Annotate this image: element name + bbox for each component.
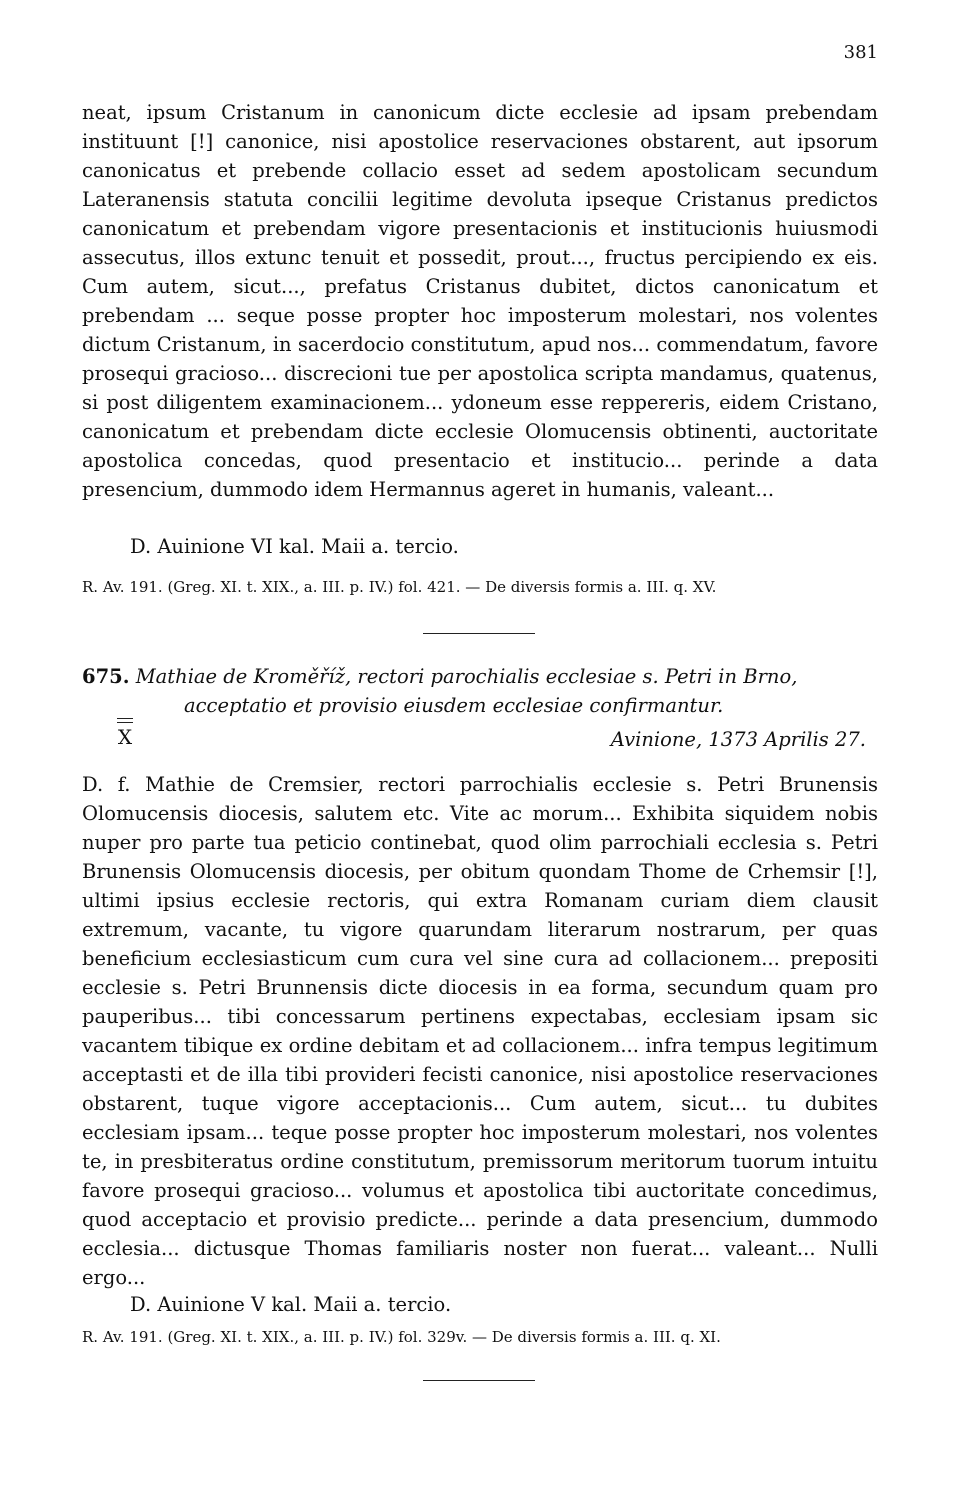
document-674-body: neat, ipsum Cristanum in canonicum dicte ecclesie ad ipsam prebendam instituunt [!] canonice, nisi apostolice reservaciones obstarent, aut ipsorum canonicatus et prebende collacio esset ad sedem apostolicam secundum Lateranensis statuta concilii legitime devoluta ipseque Cristanus predictos canonicatum et prebendam vigore presentacionis et institucionis huiusmodi assecutus, illos extunc tenuit et possedit, prout..., fructus percipiendo ex eis. Cum autem, sicut..., prefatus Cristanus dubitet, dictos canonicatum et prebendam ... seque posse propter hoc imposterum molestari, nos volentes dictum Cristanum, in sacerdocio constitutum, apud nos... commendatum, favore prosequi gracioso... discrecioni tue per apostolica scripta mandamus, quatenus, si post diligentem examinacionem... ydoneum esse reppereris, eidem Cristano, canonicatum et prebendam dicte ecclesie Olomucensis obtinenti, auctoritate apostolica concedas, quod presentacio et institucio... perinde a data presencium, dummodo idem Hermannus ageret in humanis, valeant... (82, 101, 878, 501)
document-675-dateline: D. Auinione V kal. Maii a. tercio. (130, 1293, 452, 1316)
register-mark-letter: X (117, 725, 133, 749)
document-number: 675. (82, 665, 130, 688)
document-title-line1: Mathiae de Kroměříž, rectori parochialis ecclesiae s. Petri in Brno, (135, 665, 798, 688)
section-divider (423, 633, 535, 634)
register-mark (117, 718, 133, 747)
page-number: 381 (843, 42, 878, 63)
document-674-source-note: R. Av. 191. (Greg. XI. t. XIX., a. III. p. IV.) fol. 421. — De diversis formis a. III. q. XV. (82, 578, 717, 596)
document-674-dateline: D. Auinione VI kal. Maii a. tercio. (130, 535, 459, 558)
register-bars-icon (117, 718, 133, 723)
document-675-heading (82, 662, 878, 720)
place-date: Avinione, 1373 Aprilis 27. (610, 728, 866, 751)
document-675-body: D. f. Mathie de Cremsier, rectori parrochialis ecclesie s. Petri Brunensis Olomucensis diocesis, salutem etc. Vite ac morum... Exhibita siquidem nobis nuper pro parte tua peticio continebat, quod olim parrochiali ecclesia s. Petri Brunensis Olomucensis diocesis, per obitum quondam Thome de Crhemsir [!], ultimi ipsius ecclesie rectoris, qui extra Romanam curiam diem clausit extremum, vacante, tu vigore quarundam literarum nostrarum, per quas beneficium ecclesiasticum cum cura vel sine cura ad collacionem... prepositi ecclesie s. Petri Brunnensis dicte diocesis in ea forma, secundum quam pro pauperibus... tibi concessarum pertinens expectabas, ecclesiam ipsam sic vacantem tibique ex ordine debitam et ad collacionem... infra tempus legitimum acceptasti et de illa tibi provideri fecisti canonice, nisi apostolice reservaciones obstarent, tuque vigore acceptacionis... Cum autem, sicut... tu dubites ecclesiam ipsam... teque posse propter hoc imposterum molestari, nos volentes te, in presbiteratus ordine constitutum, premissorum meritorum tuorum intuitu favore prosequi gracioso... volumus et apostolica tibi auctoritate concedimus, quod acceptacio et provisio predicte... perinde a data presencium, dummodo ecclesia... dictusque Thomas familiaris noster non fuerat... valeant... Nulli ergo... (82, 773, 878, 1289)
document-675-source-note: R. Av. 191. (Greg. XI. t. XIX., a. III. p. IV.) fol. 329v. — De diversis formis a. III. q. XI. (82, 1328, 721, 1346)
section-divider (423, 1380, 535, 1381)
document-title-line2: acceptatio et provisio eiusdem ecclesiae confirmantur. (184, 694, 724, 717)
